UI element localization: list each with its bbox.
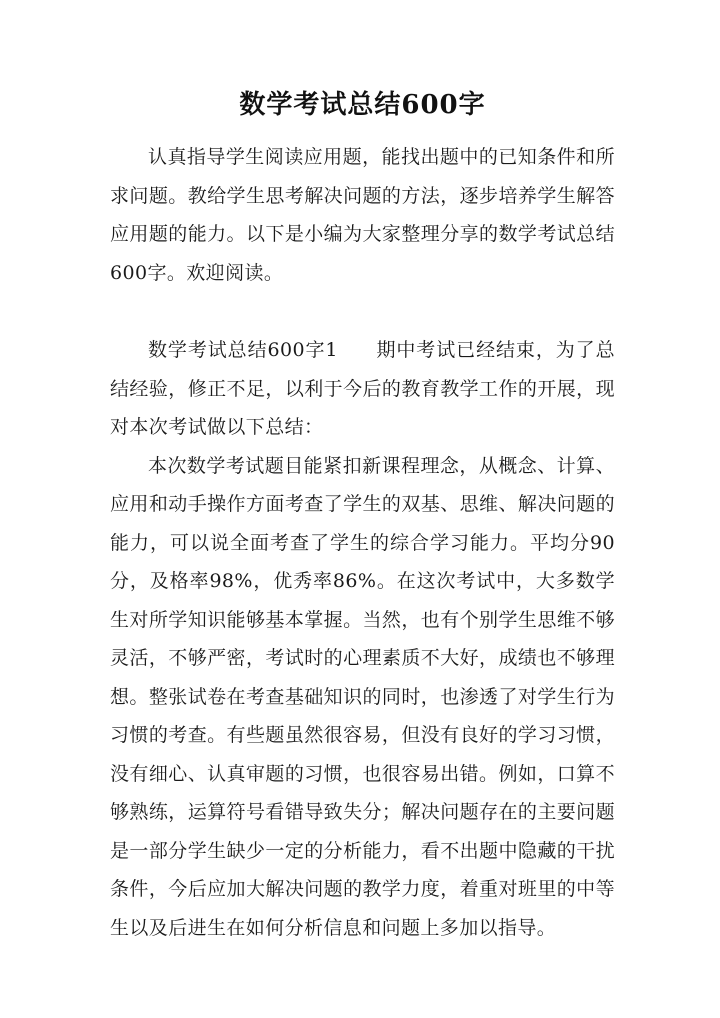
- paragraph-spacer: [110, 292, 615, 331]
- section-paragraph: [110, 331, 615, 447]
- section-heading: 数学考试总结600字1: [148, 339, 338, 361]
- document-title: 数学考试总结600字: [239, 90, 486, 120]
- intro-paragraph: 认真指导学生阅读应用题，能找出题中的已知条件和所求问题。教给学生思考解决问题的方法，逐步培养学生解答应用题的能力。以下是小编为大家整理分享的数学考试总结600字。欢迎阅读。: [110, 146, 615, 284]
- section-opening: 期中考试已经结束，为了总结经验，修正不足，以利于今后的教育教学工作的开展，现对本次考试做以下总结：: [110, 339, 615, 438]
- body-paragraph: 本次数学考试题目能紧扣新课程理念，从概念、计算、应用和动手操作方面考查了学生的双基、思维、解决问题的能力，可以说全面考查了学生的综合学习能力。平均分90分，及格率98%，优秀率86%。在这次考试中，大多数学生对所学知识能够基本掌握。当然，也有个别学生思维不够灵活，不够严密，考试时的心理素质不大好，成绩也不够理想。整张试卷在考查基础知识的同时，也渗透了对学生行为习惯的考查。有些题虽然很容易，但没有良好的学习习惯，没有细心、认真审题的习惯，也很容易出错。例如，口算不够熟练，运算符号看错导致失分；解决问题存在的主要问题是一部分学生缺少一定的分析能力，看不出题中隐藏的干扰条件，今后应加大解决问题的教学力度，着重对班里的中等生以及后进生在如何分析信息和问题上多加以指导。: [110, 454, 615, 939]
